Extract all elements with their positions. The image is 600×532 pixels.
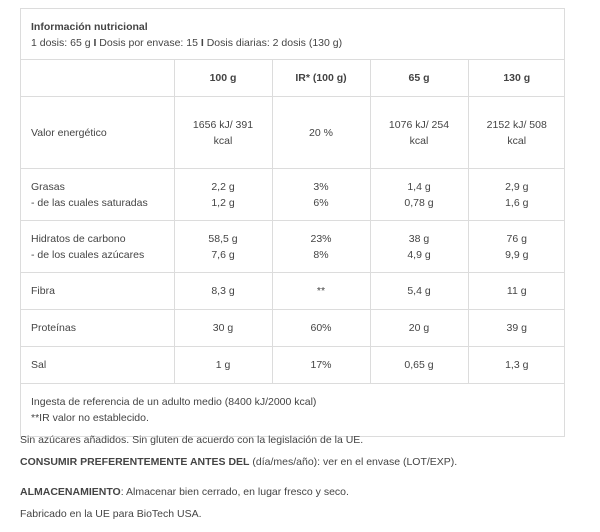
row-label-sub: - de los cuales azúcares: [31, 248, 145, 261]
column-header-65g: 65 g: [370, 60, 468, 97]
value-sub: 4,9 g: [407, 248, 431, 261]
best-before-text: (día/mes/año): ver en el envase (LOT/EXP).: [249, 456, 458, 468]
cell-value: 17%: [272, 347, 370, 384]
cell-value: [370, 169, 468, 221]
column-header: [21, 60, 174, 97]
sugar-gluten-note: Sin azúcares añadidos. Sin gluten de acuerdo con la legislación de la UE.: [20, 434, 364, 446]
cell-value: 1076 kJ/ 254 kcal: [370, 97, 468, 169]
storage-label: ALMACENAMIENTO: [20, 486, 121, 498]
nutrition-grid: [21, 60, 565, 384]
daily-servings: Dosis diarias: 2 dosis (130 g): [203, 37, 343, 49]
row-label: [21, 221, 174, 273]
storage-text: : Almacenar bien cerrado, en lugar fresco y seco.: [120, 486, 349, 498]
table-row: [21, 169, 565, 221]
cell-value: 20 %: [272, 97, 370, 169]
value-sub: 8%: [313, 248, 329, 261]
value-sub: 0,78 g: [404, 196, 434, 209]
row-label: Sal: [21, 347, 174, 384]
value-main: 1,4 g: [407, 180, 431, 193]
table-row: [21, 310, 565, 347]
cell-value: 20 g: [370, 310, 468, 347]
nutrition-title: Información nutricional: [31, 21, 148, 33]
cell-value: [272, 221, 370, 273]
row-label-main: Hidratos de carbono: [31, 232, 126, 245]
separator: I: [200, 37, 204, 49]
value-sub: 6%: [313, 196, 329, 209]
nutrition-table: [20, 8, 565, 437]
servings-per-container: Dosis por envase: 15: [96, 37, 201, 49]
cell-value: 0,65 g: [370, 347, 468, 384]
table-row: [21, 97, 565, 169]
cell-value: [468, 169, 565, 221]
header-row: [21, 60, 565, 97]
column-header-ir: IR* (100 g): [272, 60, 370, 97]
table-row: [21, 273, 565, 310]
value-main: 2,9 g: [505, 180, 529, 193]
row-label-main: Grasas: [31, 180, 65, 193]
cell-value: 8,3 g: [174, 273, 272, 310]
cell-value: [174, 221, 272, 273]
row-label: Valor energético: [21, 97, 174, 169]
table-row: [21, 347, 565, 384]
value-sub: 1,6 g: [505, 196, 529, 209]
cell-value: 39 g: [468, 310, 565, 347]
row-label: Proteínas: [21, 310, 174, 347]
cell-value: 1,3 g: [468, 347, 565, 384]
value-main: 38 g: [408, 232, 430, 245]
cell-value: [468, 221, 565, 273]
value-sub: 9,9 g: [505, 248, 529, 261]
cell-value: 2152 kJ/ 508 kcal: [468, 97, 565, 169]
nutrition-header: [21, 9, 564, 60]
value-sub: 7,6 g: [211, 248, 235, 261]
separator: I: [93, 37, 97, 49]
serving-size: 1 dosis: 65 g: [31, 37, 94, 49]
product-notes: [20, 432, 580, 522]
cell-value: [174, 169, 272, 221]
reference-intake-note: Ingesta de referencia de un adulto medio (8400 kJ/2000 kcal): [31, 396, 317, 408]
row-label: [21, 169, 174, 221]
row-label: Fibra: [21, 273, 174, 310]
value-main: 58,5 g: [208, 232, 238, 245]
storage-note: [20, 484, 580, 500]
value-main: 2,2 g: [211, 180, 235, 193]
serving-info: [31, 35, 554, 51]
table-footer: [21, 384, 564, 436]
column-header-100g: 100 g: [174, 60, 272, 97]
manufacturer-note: Fabricado en la UE para BioTech USA.: [20, 508, 202, 520]
cell-value: [370, 221, 468, 273]
cell-value: **: [272, 273, 370, 310]
value-main: 3%: [313, 180, 329, 193]
cell-value: [272, 169, 370, 221]
column-header-130g: 130 g: [468, 60, 565, 97]
cell-value: 1 g: [174, 347, 272, 384]
cell-value: 5,4 g: [370, 273, 468, 310]
best-before-label: CONSUMIR PREFERENTEMENTE ANTES DEL: [20, 456, 250, 468]
cell-value: 30 g: [174, 310, 272, 347]
table-row: [21, 221, 565, 273]
best-before-note: [20, 454, 580, 470]
ir-note: **IR valor no establecido.: [31, 412, 149, 424]
value-main: 23%: [310, 232, 332, 245]
row-label-sub: - de las cuales saturadas: [31, 196, 148, 209]
value-sub: 1,2 g: [211, 196, 235, 209]
cell-value: 60%: [272, 310, 370, 347]
cell-value: 11 g: [468, 273, 565, 310]
cell-value: 1656 kJ/ 391 kcal: [174, 97, 272, 169]
value-main: 76 g: [506, 232, 527, 245]
